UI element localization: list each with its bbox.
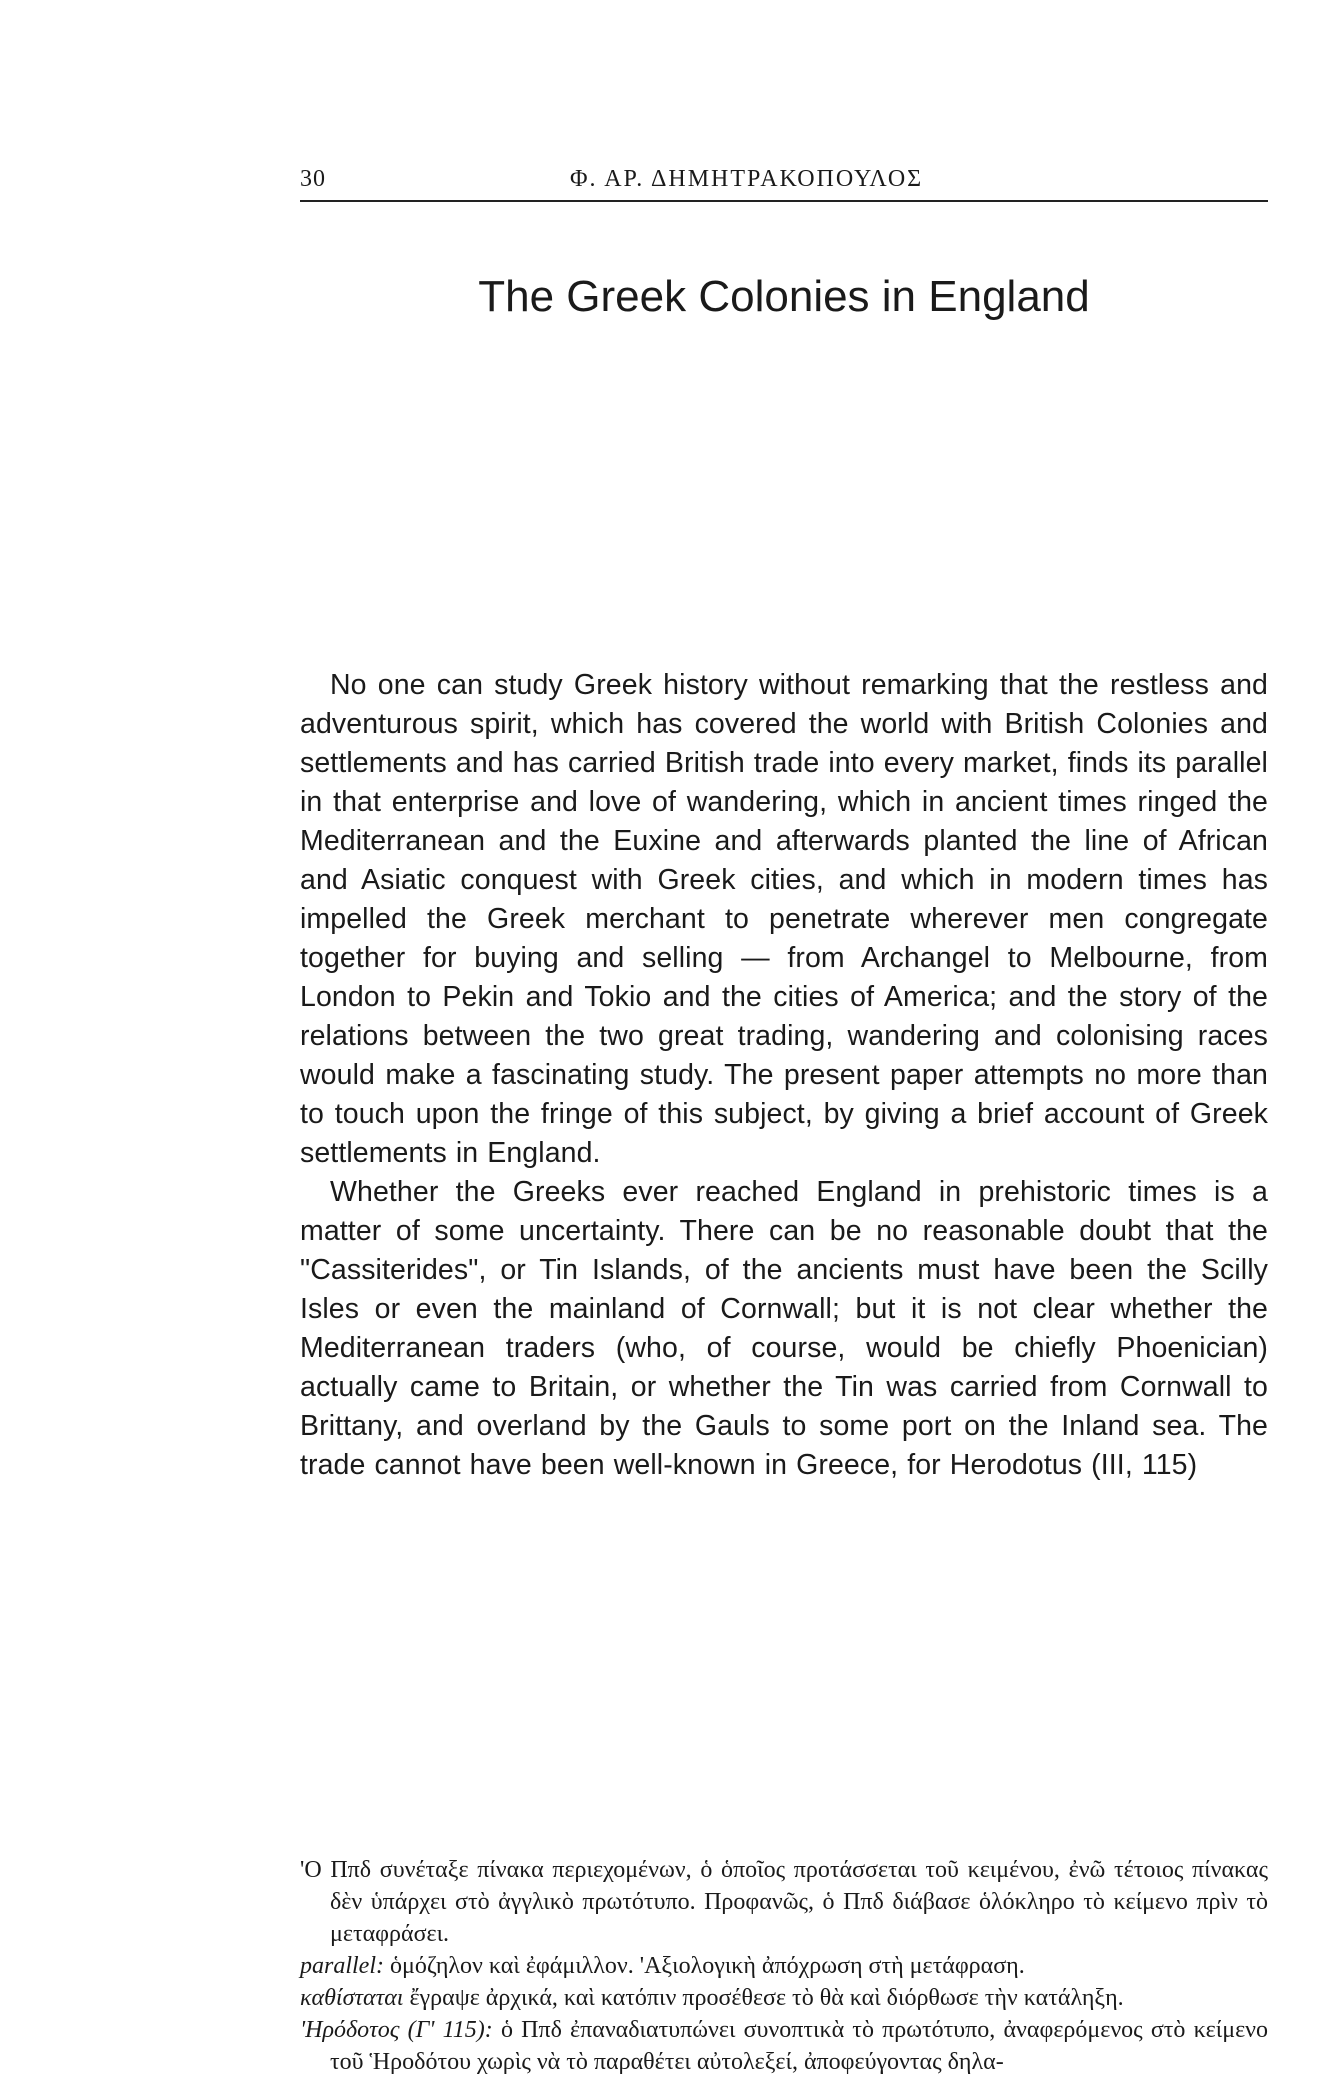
body-paragraph-1: No one can study Greek history without remarking that the restless and adventurous spirit, which has covered the world with British Colonies and settlements and has carried British trade into every market, finds its parallel in that enterprise and love of wandering, which in ancient times ringed the Mediterranean and the Euxine and afterwards planted the line of African and Asiatic conquest with Greek cities, and which in modern times has impelled the Greek merchant to penetrate wherever men congregate together for buying and selling — from Archangel to Melbourne, from London to Pekin and Tokio and the cities of America; and the story of the relations between the two great trading, wandering and colonising races would make a fascinating study. The present paper attempts no more than to touch upon the fringe of this subject, by giving a brief account of Greek settlements in England. [300, 669, 1268, 1169]
article-title: The Greek Colonies in England [478, 272, 1090, 321]
footnote-2-lead: parallel: [300, 1953, 384, 1979]
footnotes [300, 1854, 1268, 2078]
footnote-1 [300, 1854, 1268, 1950]
body-text [300, 666, 1268, 1485]
footnote-2 [300, 1950, 1268, 1982]
body-paragraph-2: Whether the Greeks ever reached England in prehistoric times is a matter of some uncertainty. There can be no reasonable doubt that the "Cassiterides", or Tin Islands, of the ancients must have been the Scilly Isles or even the mainland of Cornwall; but it is not clear whether the Mediterranean traders (who, of course, would be chiefly Phoenician) actually came to Britain, or whether the Tin was carried from Cornwall to Brittany, and overland by the Gauls to some port on the Inland sea. The trade cannot have been well-known in Greece, for Herodotus (III, 115) [300, 1176, 1268, 1481]
footnote-3 [300, 1982, 1268, 2014]
running-head [300, 160, 1268, 202]
footnote-4 [300, 2014, 1268, 2078]
footnote-4-text: ὁ Ππδ ἐπαναδιατυπώνει συνοπτικὰ τὸ πρωτότυπο, ἀναφερόμενος στὸ κείμενο τοῦ Ἡροδότου χωρὶς νὰ τὸ παραθέτει αὐτολεξεί, ἀποφεύγοντας δηλα- [330, 2017, 1269, 2075]
running-head-author: Φ. ΑΡ. ΔΗΜΗΤΡΑΚΟΠΟΥΛΟΣ [570, 166, 924, 192]
footnote-3-text: ἔγραψε ἀρχικά, καὶ κατόπιν προσέθεσε τὸ θὰ καὶ διόρθωσε τὴν κατάληξη. [403, 1985, 1124, 2011]
footnote-4-lead: 'Ηρόδοτος (Γ' 115): [300, 2017, 493, 2043]
footnote-3-lead: καθίσταται [300, 1985, 404, 2011]
footnote-2-text: ὁμόζηλον καὶ ἐφάμιλλον. 'Αξιολογικὴ ἀπόχρωση στὴ μετάφραση. [384, 1953, 1025, 1979]
page-number: 30 [300, 166, 326, 192]
footnote-1-text: 'Ο Ππδ συνέταξε πίνακα περιεχομένων, ὁ ὁποῖος προτάσσεται τοῦ κειμένου, ἐνῶ τέτοιος πίνακας δὲν ὑπάρχει στὸ ἀγγλικὸ πρωτότυπο. Προφανῶς, ὁ Ππδ διάβασε ὁλόκληρο τὸ κείμενο πρὶν τὸ μεταφράσει. [300, 1857, 1268, 1947]
